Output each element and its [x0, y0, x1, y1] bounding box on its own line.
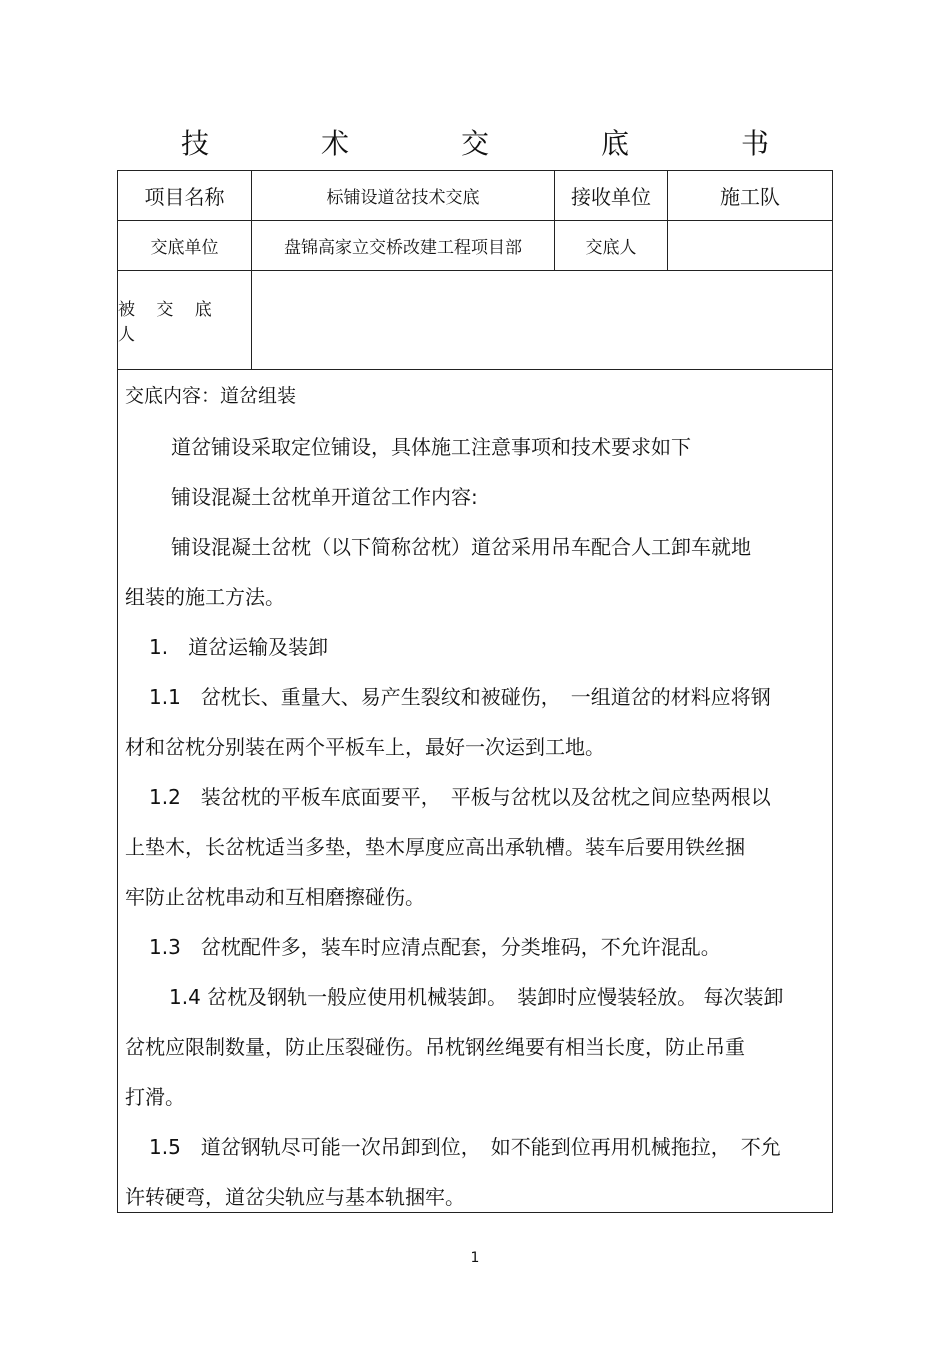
- content-line: 上垫木，长岔枕适当多垫，垫木厚度应高出承轨槽。装车后要用铁丝捆: [125, 835, 745, 859]
- content-line: 岔枕应限制数量，防止压裂碰伤。吊枕钢丝绳要有相当长度，防止吊重: [125, 1035, 745, 1059]
- content-line: 铺设混凝土岔枕单开道岔工作内容:: [171, 485, 478, 509]
- content-line: 1. 道岔运输及装卸: [149, 635, 329, 659]
- content-line: 组装的施工方法。: [125, 585, 285, 609]
- content-header: 交底内容：道岔组装: [125, 385, 297, 407]
- project-name-value: 标铺设道岔技术交底: [326, 188, 480, 208]
- project-name-label: 项目名称: [144, 185, 225, 209]
- content-line: 1.5 道岔钢轨尽可能一次吊卸到位， 如不能到位再用机械拖拉， 不允: [149, 1135, 781, 1159]
- receiver-label: 接收单位: [571, 185, 651, 209]
- content-line: 1.3 岔枕配件多，装车时应清点配套，分类堆码，不允许混乱。: [149, 935, 721, 959]
- content-line: 道岔铺设采取定位铺设，具体施工注意事项和技术要求如下: [171, 435, 691, 459]
- document-title: 技 术 交 底 书: [180, 127, 811, 160]
- recipient-label: 被 交 底 人: [118, 300, 220, 345]
- disclosure-table: [117, 170, 833, 1213]
- content-line: 铺设混凝土岔枕（以下简称岔枕）道岔采用吊车配合人工卸车就地: [171, 535, 751, 559]
- content-line: 打滑。: [125, 1085, 185, 1109]
- person-label: 交底人: [585, 238, 637, 258]
- receiver-value: 施工队: [720, 185, 780, 209]
- page-number: 1: [470, 1250, 480, 1266]
- row-divider: [118, 369, 832, 370]
- content-line: 1.1 岔枕长、重量大、易产生裂纹和被碰伤， 一组道岔的材料应将钢: [149, 685, 771, 709]
- issuer-value: 盘锦高家立交桥改建工程项目部: [284, 238, 522, 258]
- person-value: [668, 221, 832, 270]
- content-line: 许转硬弯，道岔尖轨应与基本轨捆牢。: [125, 1185, 465, 1209]
- issuer-label: 交底单位: [150, 238, 219, 258]
- content-line: 牢防止岔枕串动和互相磨擦碰伤。: [125, 885, 425, 909]
- content-line: 1.2 装岔枕的平板车底面要平， 平板与岔枕以及岔枕之间应垫两根以: [149, 785, 771, 809]
- content-line: 材和岔枕分别装在两个平板车上，最好一次运到工地。: [125, 735, 605, 759]
- recipient-value: [252, 271, 832, 369]
- content-line: 1.4 岔枕及钢轨一般应使用机械装卸。 装卸时应慢装轻放。 每次装卸: [169, 985, 784, 1009]
